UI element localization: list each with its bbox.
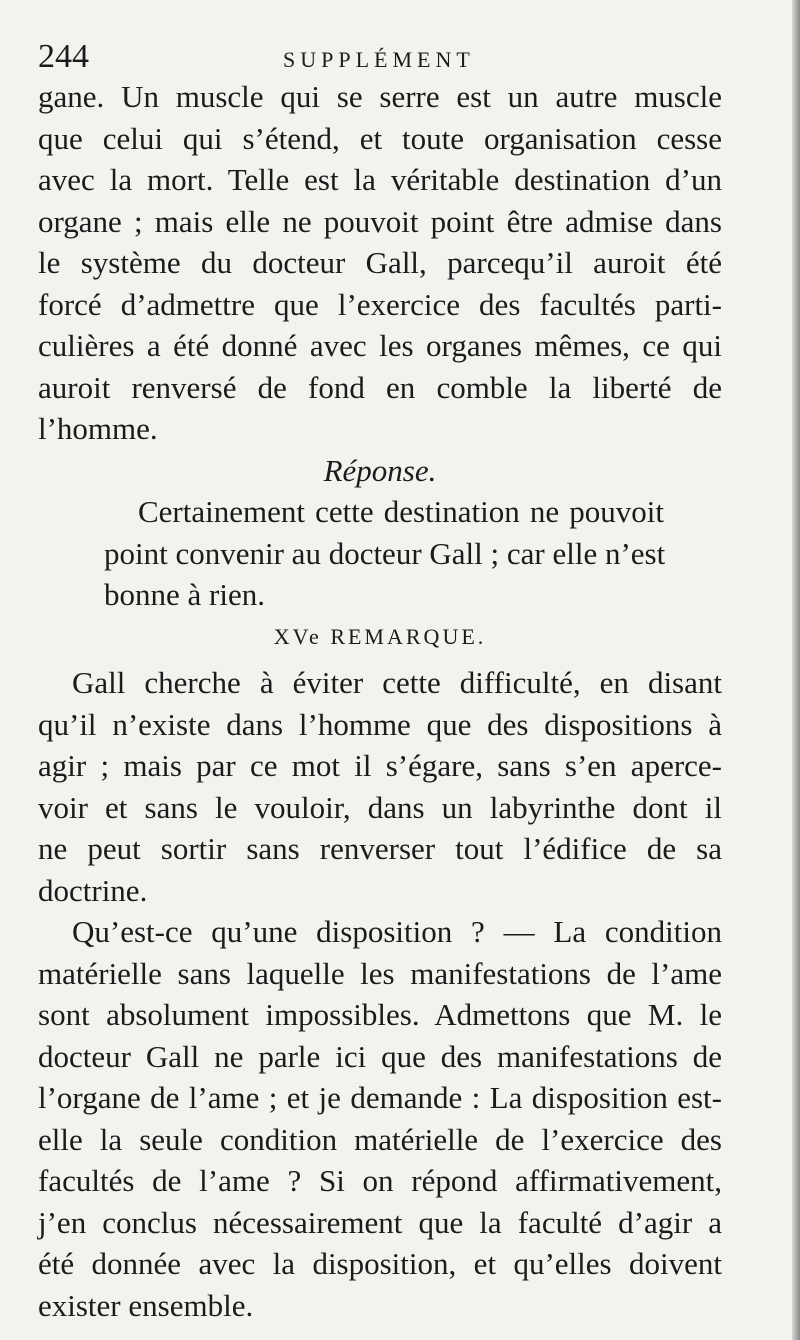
text-line: docteur Gall ne parle ici que des manifestations de — [38, 1038, 722, 1074]
text-line: point convenir au docteur Gall ; car elle n’est — [104, 535, 666, 571]
text-line: voir et sans le vouloir, dans un labyrinthe dont il — [38, 789, 722, 825]
text-line: organe ; mais elle ne pouvoit point être admise dans — [38, 203, 722, 239]
page-body — [38, 76, 722, 1326]
text-line: exister ensemble. — [38, 1287, 254, 1323]
text-line: été donnée avec la disposition, et qu’elles doivent — [38, 1246, 722, 1281]
text-line: Qu’est-ce qu’une disposition ? — La condition — [72, 914, 722, 949]
page-edge-shadow — [792, 0, 800, 1340]
paragraph-1 — [38, 76, 722, 450]
text-line: j’en conclus nécessairement que la faculté d’agir a — [38, 1204, 722, 1240]
page-number: 244 — [38, 38, 89, 75]
text-line: ne peut sortir sans renverser tout l’édifice de sa — [38, 831, 722, 866]
text-line: agir ; mais par ce mot il s’égare, sans s’en aperce- — [38, 748, 722, 783]
text-line: qu’il n’existe dans l’homme que des dispositions à — [38, 706, 722, 742]
text-line: matérielle sans laquelle les manifestations de l’ame — [38, 955, 722, 991]
text-line: que celui qui s’étend, et toute organisation cesse — [38, 120, 722, 156]
text-line: Certainement cette destination ne pouvoit — [138, 494, 664, 529]
text-line: bonne à rien. — [104, 577, 265, 612]
paragraph-2 — [38, 662, 722, 911]
text-line: Gall cherche à éviter cette difficulté, en disant — [72, 665, 722, 700]
reponse-heading: Réponse. — [323, 452, 437, 488]
text-line: culières a été donné avec les organes mêmes, ce qui — [38, 328, 722, 363]
text-line: forcé d’admettre que l’exercice des facultés parti- — [38, 286, 722, 322]
page-header — [38, 40, 740, 80]
text-line: auroit renversé de fond en comble la liberté de — [38, 369, 722, 405]
remarque-heading: XVe REMARQUE. — [273, 623, 487, 649]
text-line: avec la mort. Telle est la véritable destination d’un — [38, 162, 722, 197]
text-line: l’organe de l’ame ; et je demande : La disposition est- — [38, 1080, 722, 1115]
text-line: facultés de l’ame ? Si on répond affirmativement, — [38, 1163, 722, 1198]
text-line: le système du docteur Gall, parcequ’il auroit été — [38, 245, 722, 280]
text-line: doctrine. — [38, 872, 148, 908]
paragraph-3 — [38, 911, 722, 1326]
text-line: sont absolument impossibles. Admettons que M. le — [38, 997, 722, 1032]
text-line: l’homme. — [38, 411, 158, 446]
text-line: elle la seule condition matérielle de l’exercice des — [38, 1121, 722, 1157]
running-head: SUPPLÉMENT — [283, 47, 475, 72]
text-line: gane. Un muscle qui se serre est un autre muscle — [38, 79, 722, 114]
reponse-text — [104, 491, 664, 616]
